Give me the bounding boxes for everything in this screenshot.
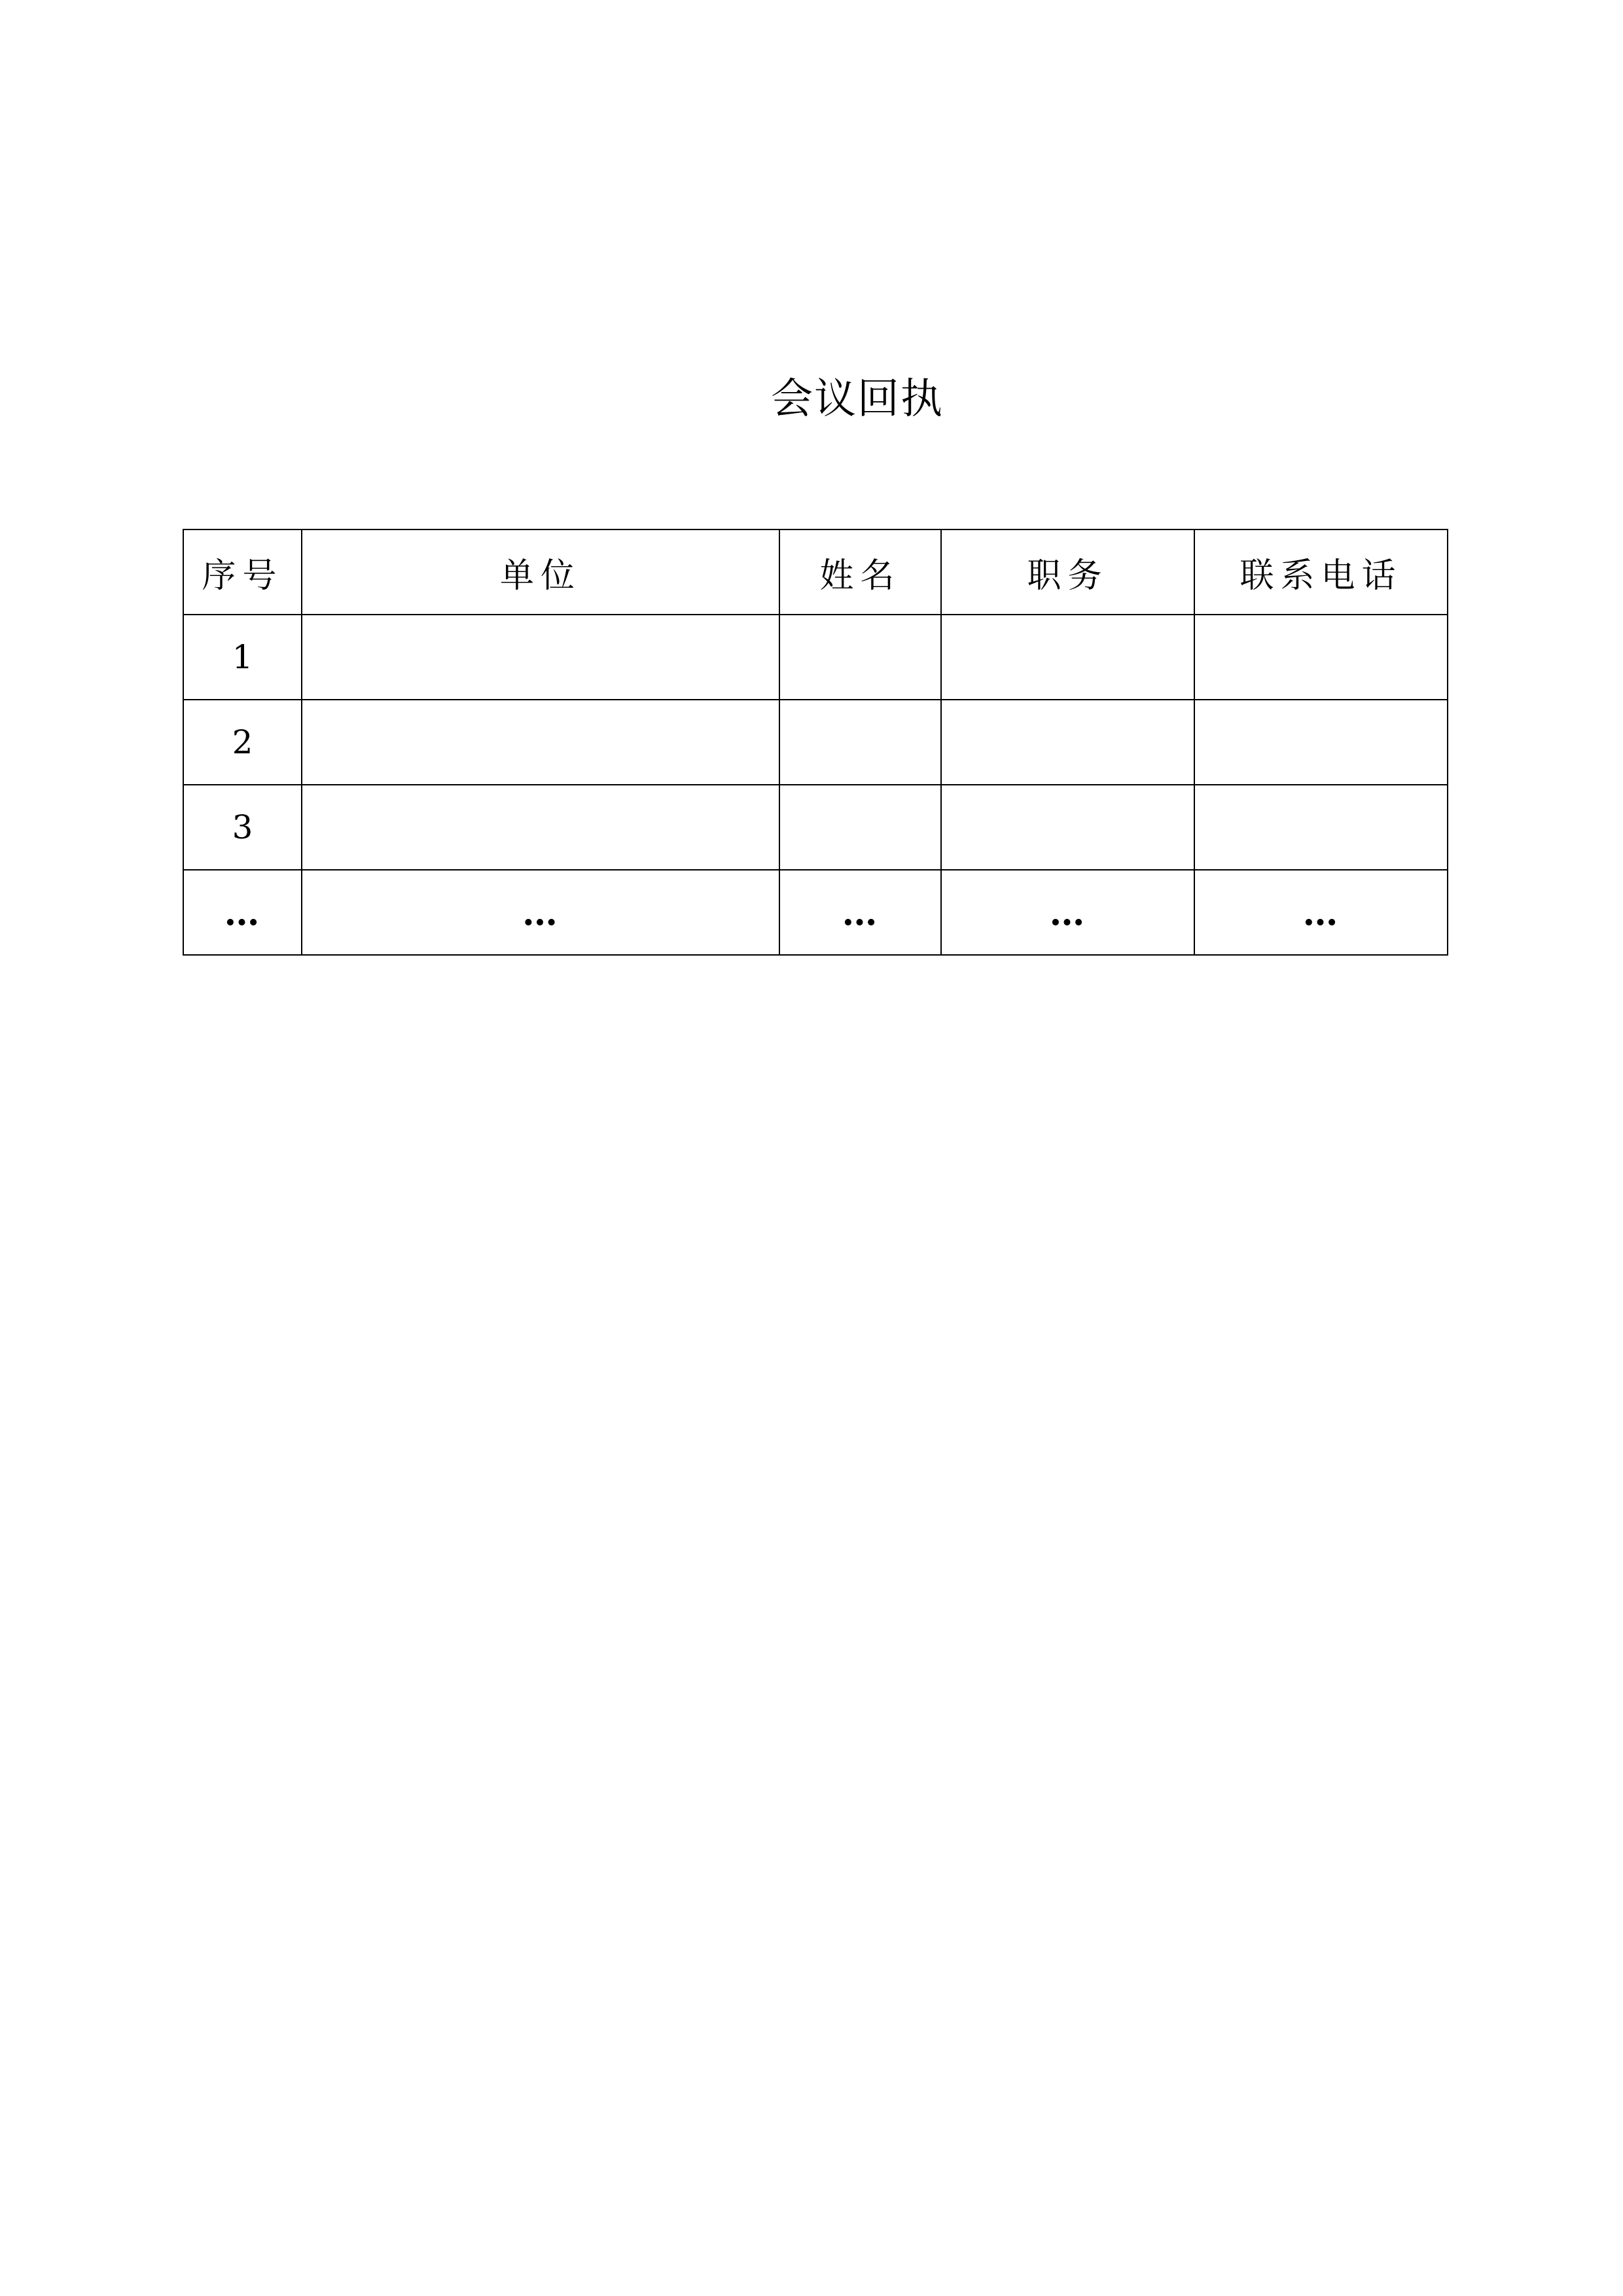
cell-phone[interactable]: [1194, 700, 1448, 785]
cell-ellipsis: …: [1194, 870, 1448, 955]
meeting-receipt-table: [183, 529, 1448, 956]
table-row: [183, 615, 1448, 700]
cell-serial-number: 3: [183, 785, 302, 870]
cell-ellipsis: …: [941, 870, 1194, 955]
table-row-ellipsis: [183, 870, 1448, 955]
header-name: 姓名: [779, 529, 941, 615]
cell-serial-number: 1: [183, 615, 302, 700]
cell-organization[interactable]: [302, 785, 779, 870]
cell-position[interactable]: [941, 615, 1194, 700]
cell-organization[interactable]: [302, 615, 779, 700]
cell-name[interactable]: [779, 615, 941, 700]
cell-ellipsis: …: [302, 870, 779, 955]
header-serial-number: 序号: [183, 529, 302, 615]
table-header-row: [183, 529, 1448, 615]
cell-serial-number: 2: [183, 700, 302, 785]
table-row: [183, 700, 1448, 785]
cell-name[interactable]: [779, 785, 941, 870]
header-position: 职务: [941, 529, 1194, 615]
table-row: [183, 785, 1448, 870]
cell-ellipsis: …: [779, 870, 941, 955]
cell-name[interactable]: [779, 700, 941, 785]
cell-position[interactable]: [941, 700, 1194, 785]
cell-phone[interactable]: [1194, 785, 1448, 870]
cell-ellipsis: …: [183, 870, 302, 955]
page-title: 会议回执: [771, 375, 944, 423]
cell-organization[interactable]: [302, 700, 779, 785]
cell-position[interactable]: [941, 785, 1194, 870]
header-phone: 联系电话: [1194, 529, 1448, 615]
header-organization: 单位: [302, 529, 779, 615]
cell-phone[interactable]: [1194, 615, 1448, 700]
